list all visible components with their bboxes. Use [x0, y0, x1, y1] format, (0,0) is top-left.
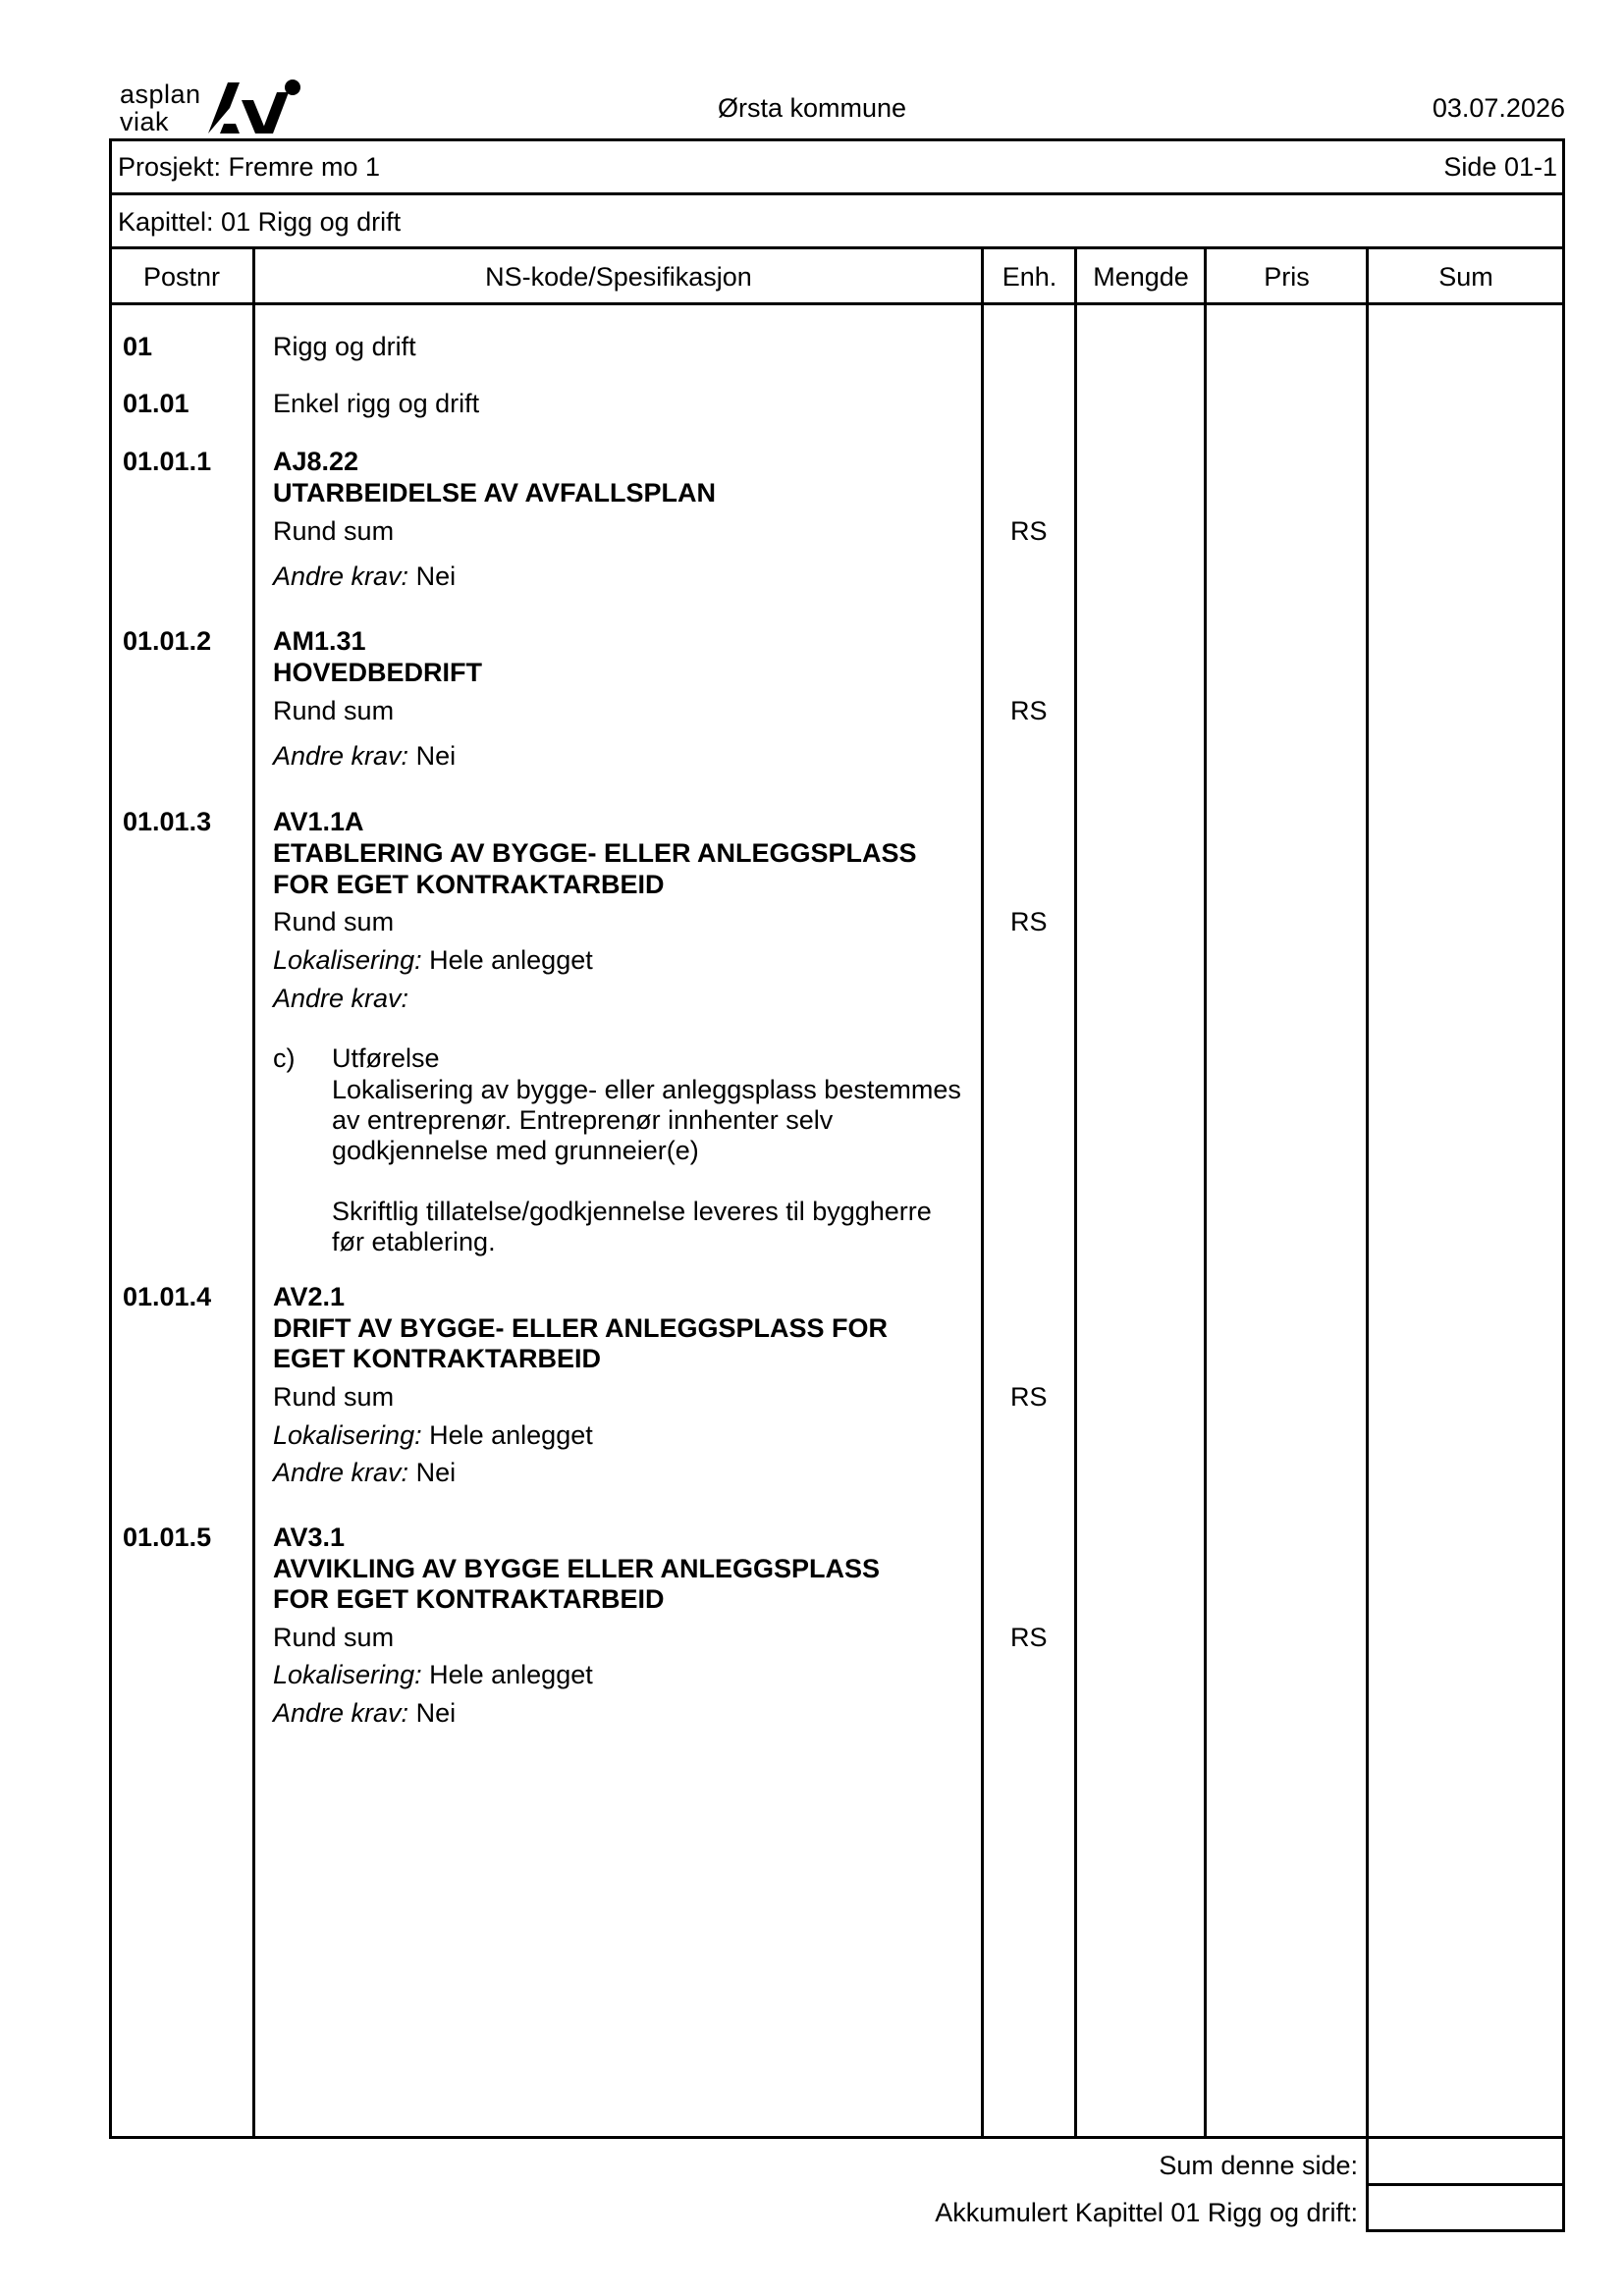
sub-text-line: godkjennelse med grunneier(e) [332, 1136, 699, 1165]
lok-value: Hele anlegget [421, 1660, 593, 1689]
column-header-sum: Sum [1438, 262, 1493, 292]
column-header-price: Pris [1264, 262, 1310, 292]
document-date: 03.07.2026 [1432, 93, 1565, 123]
column-header-unit: Enh. [1001, 262, 1057, 292]
krav-value: Nei [408, 561, 457, 591]
postnr: 01.01.3 [123, 807, 212, 836]
krav-value: Nei [408, 741, 457, 771]
lok-label: Lokalisering: [273, 1420, 422, 1450]
column-divider [1074, 246, 1077, 2139]
postnr: 01.01.5 [123, 1522, 212, 1552]
item-unit: RS [1010, 1382, 1048, 1412]
krav-label: Andre krav: [273, 561, 409, 591]
ns-code: AM1.31 [273, 626, 366, 656]
column-divider [981, 246, 984, 2139]
item-title: EGET KONTRAKTARBEID [273, 1344, 601, 1373]
lok-label: Lokalisering: [273, 1660, 422, 1689]
item-title: ETABLERING AV BYGGE- ELLER ANLEGGSPLASS [273, 838, 917, 868]
lokalisering-line [273, 1419, 593, 1451]
chapter-label: Kapittel: 01 Rigg og drift [118, 207, 402, 237]
project-label: Prosjekt: Fremre mo 1 [118, 152, 381, 182]
krav-value: Nei [408, 1458, 457, 1487]
krav-line [273, 983, 408, 1014]
ns-code: AJ8.22 [273, 447, 359, 476]
column-divider [1204, 246, 1207, 2139]
krav-label: Andre krav: [273, 741, 409, 771]
sub-marker: c) [273, 1043, 296, 1073]
sub-text-line: før etablering. [332, 1227, 496, 1256]
krav-label: Andre krav: [273, 984, 409, 1013]
divider [109, 302, 1565, 305]
item-description: Rund sum [273, 907, 395, 936]
divider [109, 246, 1565, 249]
item-unit: RS [1010, 516, 1048, 546]
column-divider [252, 246, 255, 2139]
lokalisering-line [273, 944, 593, 976]
sub-text-line: Skriftlig tillatelse/godkjennelse leveres til byggherre [332, 1197, 932, 1226]
lok-value: Hele anlegget [421, 945, 593, 975]
ns-code: AV2.1 [273, 1282, 346, 1311]
accumulated-sum-field [1366, 2183, 1565, 2232]
postnr: 01.01.1 [123, 447, 212, 476]
item-title: AVVIKLING AV BYGGE ELLER ANLEGGSPLASS [273, 1554, 881, 1583]
sub-text-line: av entreprenør. Entreprenør innhenter selv [332, 1105, 834, 1135]
lokalisering-line [273, 1659, 593, 1690]
client-name: Ørsta kommune [717, 93, 907, 123]
sub-text-line: Utførelse [332, 1043, 440, 1073]
logo-text-viak: viak [120, 107, 170, 136]
page-sum-label: Sum denne side: [1159, 2151, 1358, 2180]
logo-text-asplan: asplan [120, 80, 201, 109]
lok-value: Hele anlegget [421, 1420, 593, 1450]
column-divider [1366, 246, 1369, 2139]
column-header-qty: Mengde [1093, 262, 1189, 292]
lok-label: Lokalisering: [273, 945, 422, 975]
postnr: 01 [123, 332, 153, 361]
accumulated-sum-label: Akkumulert Kapittel 01 Rigg og drift: [935, 2198, 1358, 2227]
item-description: Rund sum [273, 1382, 395, 1412]
item-description: Rund sum [273, 1623, 395, 1652]
postnr: 01.01.4 [123, 1282, 212, 1311]
item-unit: RS [1010, 1623, 1048, 1652]
column-header-postnr: Postnr [142, 262, 221, 292]
sub-text-line: Lokalisering av bygge- eller anleggsplass bestemmes [332, 1075, 961, 1104]
item-title: FOR EGET KONTRAKTARBEID [273, 1584, 665, 1614]
krav-value: Nei [408, 1698, 457, 1728]
item-unit: RS [1010, 907, 1048, 936]
postnr: 01.01 [123, 389, 189, 418]
postnr: 01.01.2 [123, 626, 212, 656]
krav-label: Andre krav: [273, 1698, 409, 1728]
item-title: FOR EGET KONTRAKTARBEID [273, 870, 665, 899]
item-title: HOVEDBEDRIFT [273, 658, 483, 687]
item-description: Rund sum [273, 516, 395, 546]
krav-label: Andre krav: [273, 1458, 409, 1487]
bill-of-quantities-table [109, 138, 1565, 2139]
ns-code: AV3.1 [273, 1522, 346, 1552]
divider [109, 192, 1565, 195]
section-title: Rigg og drift [273, 332, 416, 361]
krav-line [273, 740, 456, 772]
page-sum-field [1366, 2136, 1565, 2186]
ns-code: AV1.1A [273, 807, 364, 836]
krav-line [273, 1697, 456, 1729]
column-header-spec: NS-kode/Spesifikasjon [485, 262, 752, 292]
section-title: Enkel rigg og drift [273, 389, 480, 418]
page-number: Side 01-1 [1443, 152, 1557, 182]
krav-line [273, 561, 456, 592]
item-description: Rund sum [273, 696, 395, 725]
krav-line [273, 1457, 456, 1488]
item-unit: RS [1010, 696, 1048, 725]
item-title: DRIFT AV BYGGE- ELLER ANLEGGSPLASS FOR [273, 1313, 889, 1343]
item-title: UTARBEIDELSE AV AVFALLSPLAN [273, 478, 717, 507]
